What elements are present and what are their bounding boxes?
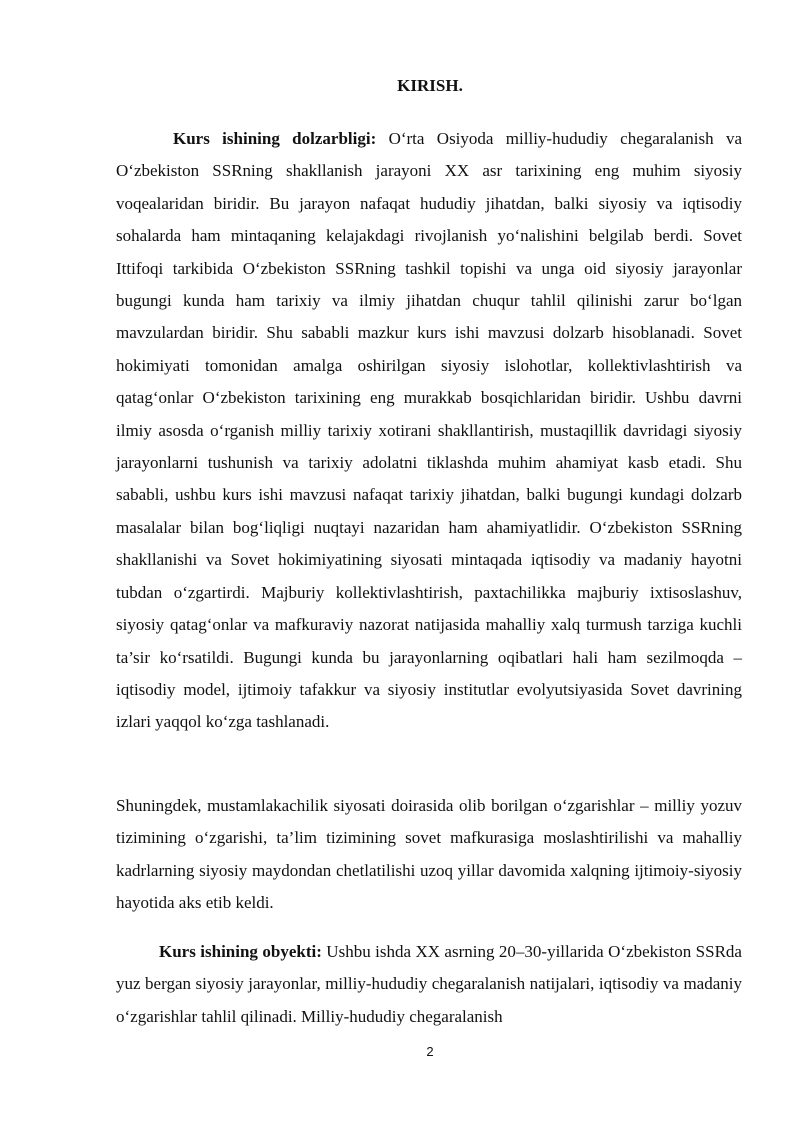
paragraph-lead: Kurs ishining obyekti: <box>159 942 322 961</box>
paragraph-object <box>116 936 742 1033</box>
paragraph-text: Shuningdek, mustamlakachilik siyosati doirasida olib borilgan o‘zgarishlar – milliy yozuv tizimining o‘zgarishi, ta’lim tizimining sovet mafkurasiga moslashtirilishi va mahalliy kadrlarning siyosiy maydondan chetlatilishi uzoq yillar davomida xalqning ijtimoiy-siyosiy hayotida aks etib keldi. <box>116 796 742 913</box>
paragraph-lead: Kurs ishining dolzarbligi: <box>173 129 377 148</box>
paragraph-text: Ushbu ishda XX asrning 20–30-yillarida O‘zbekiston SSRda yuz bergan siyosiy jarayonlar, milliy-hududiy chegaralanish natijalari, iqtisodiy va madaniy o‘zgarishlar tahlil qilinadi. Milliy-hududiy chegaralanish <box>116 942 742 1026</box>
page-number: 2 <box>426 1044 434 1059</box>
section-title: KIRISH. <box>397 76 463 95</box>
paragraph-colonial-policy <box>116 790 742 920</box>
paragraph-relevance <box>116 123 742 739</box>
paragraph-text: O‘rta Osiyoda milliy-hududiy chegaralanish va O‘zbekiston SSRning shakllanish jarayoni XX asr tarixining eng muhim siyosiy voqealaridan biridir. Bu jarayon nafaqat hududiy jihatdan, balki siyosiy va iqtisodiy sohalarda ham mintaqaning kelajakdagi rivojlanish yo‘nalishini belgilab berdi. Sovet Ittifoqi tarkibida O‘zbekiston SSRning tashkil topishi va unga oid siyosiy jarayonlar bugungi kunda ham tarixiy va ilmiy jihatdan chuqur tahlil qilinishi zarur bo‘lgan mavzulardan biridir. Shu sababli mazkur kurs ishi mavzusi dolzarb hisoblanadi. Sovet hokimiyati tomonidan amalga oshirilgan siyosiy islohotlar, kollektivlashtirish va qatag‘onlar O‘zbekiston tarixining eng murakkab bosqichlaridan biridir. Ushbu davrni ilmiy asosda o‘rganish milliy tarixiy xotirani shakllantirish, mustaqillik davridagi siyosiy jarayonlarni tushunish va tarixiy adolatni tiklashda muhim ahamiyat kasb etadi. Shu sababli, ushbu kurs ishi mavzusi nafaqat tarixiy jihatdan, balki bugungi kundagi dolzarb masalalar bilan bog‘liqligi nuqtayi nazaridan ham ahamiyatlidir. O‘zbekiston SSRning shakllanishi va Sovet hokimiyatining siyosati mintaqada iqtisodiy va madaniy hayotni tubdan o‘zgartirdi. Majburiy kollektivlashtirish, paxtachilikka majburiy ixtisoslashuv, siyosiy qatag‘onlar va mafkuraviy nazorat natijasida mahalliy xalq turmush tarziga kuchli ta’sir ko‘rsatildi. Bugungi kunda bu jarayonlarning oqibatlari hali ham sezilmoqda – iqtisodiy model, ijtimoiy tafakkur va siyosiy institutlar evolyutsiyasida Sovet davrining izlari yaqqol ko‘zga tashlanadi. <box>116 129 742 732</box>
